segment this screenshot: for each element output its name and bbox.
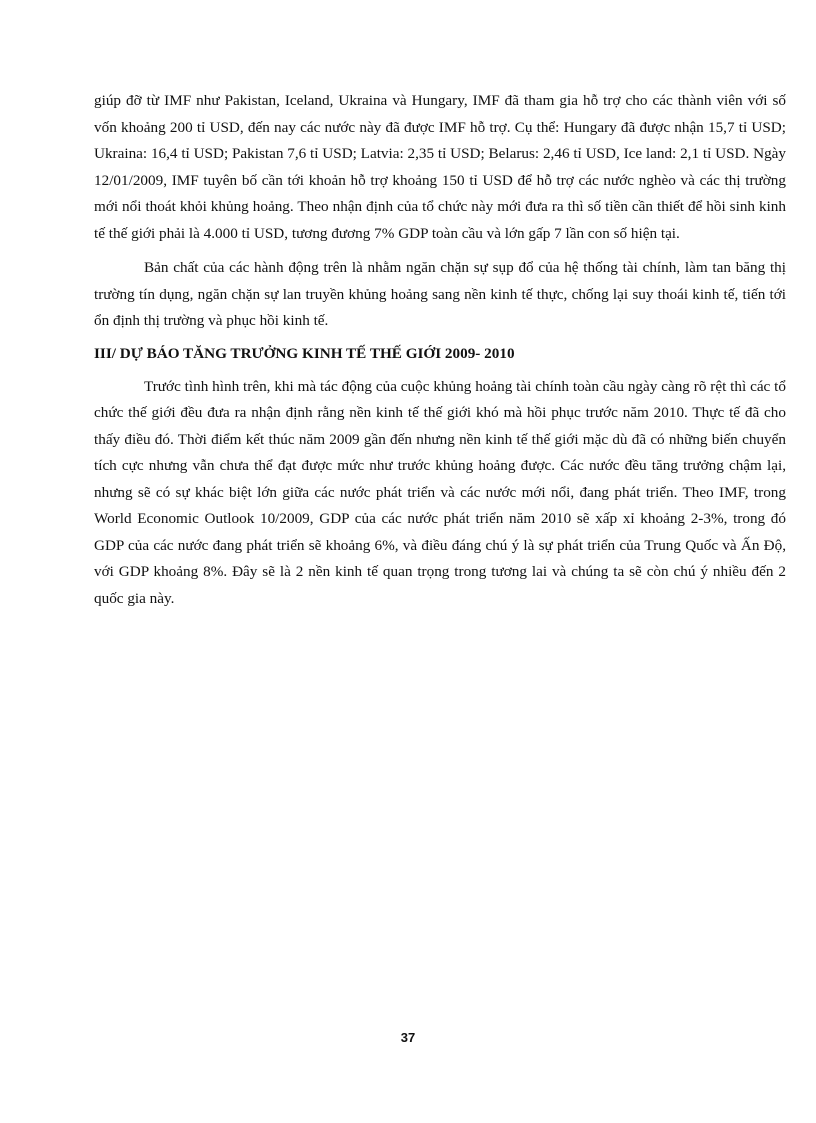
paragraph-imf-support: giúp đỡ từ IMF như Pakistan, Iceland, Ukraina và Hungary, IMF đã tham gia hỗ trợ cho các thành viên với số vốn khoảng 200 tỉ USD, đến nay các nước này đã được IMF hỗ trợ. Cụ thể: Hungary đã được nhận 15,7 tỉ USD; Ukraina: 16,4 tỉ USD; Pakistan 7,6 tỉ USD; Latvia: 2,35 tỉ USD; Belarus: 2,46 tỉ USD, Ice land: 2,1 tỉ USD. Ngày 12/01/2009, IMF tuyên bố cần tới khoản hỗ trợ khoảng 150 tỉ USD để hỗ trợ các nước nghèo và các thị trường mới nổi thoát khỏi khủng hoảng. Theo nhận định của tổ chức này mới đưa ra thì số tiền cần thiết để hồi sinh kinh tế thế giới phải là 4.000 tỉ USD, tương đương 7% GDP toàn cầu và lớn gấp 7 lần con số hiện tại. <box>94 92 786 242</box>
page-number: 37 <box>400 1030 416 1045</box>
document-body <box>94 88 786 612</box>
paragraph-growth-forecast: Trước tình hình trên, khi mà tác động của cuộc khủng hoảng tài chính toàn cầu ngày càng rõ rệt thì các tổ chức thế giới đều đưa ra nhận định rằng nền kinh tế thế giới khó mà hồi phục trước năm 2010. Thực tế đã cho thấy điều đó. Thời điểm kết thúc năm 2009 gần đến nhưng nền kinh tế thế giới mặc dù đã có những biến chuyển tích cực nhưng vẫn chưa thể đạt được mức như trước khủng hoảng được. Các nước đều tăng trưởng chậm lại, nhưng sẽ có sự khác biệt lớn giữa các nước phát triển và các nước mới nổi, đang phát triển. Theo IMF, trong World Economic Outlook 10/2009, GDP của các nước phát triển năm 2010 sẽ xấp xỉ khoảng 2-3%, trong đó GDP của các nước đang phát triển sẽ khoảng 6%, và điều đáng chú ý là sự phát triển của Trung Quốc và Ấn Độ, với GDP khoảng 8%. Đây sẽ là 2 nền kinh tế quan trọng trong tương lai và chúng ta sẽ còn chú ý nhiều đến 2 quốc gia này. <box>94 377 786 607</box>
section-heading: III/ DỰ BÁO TĂNG TRƯỞNG KINH TẾ THẾ GIỚI 2009- 2010 <box>94 344 515 362</box>
paragraph-actions-nature: Bản chất của các hành động trên là nhằm ngăn chặn sự sụp đổ của hệ thống tài chính, làm tan băng thị trường tín dụng, ngăn chặn sự lan truyền khủng hoảng sang nền kinh tế thực, chống lại suy thoái kinh tế, tiến tới ổn định thị trường và phục hồi kinh tế. <box>94 259 786 329</box>
